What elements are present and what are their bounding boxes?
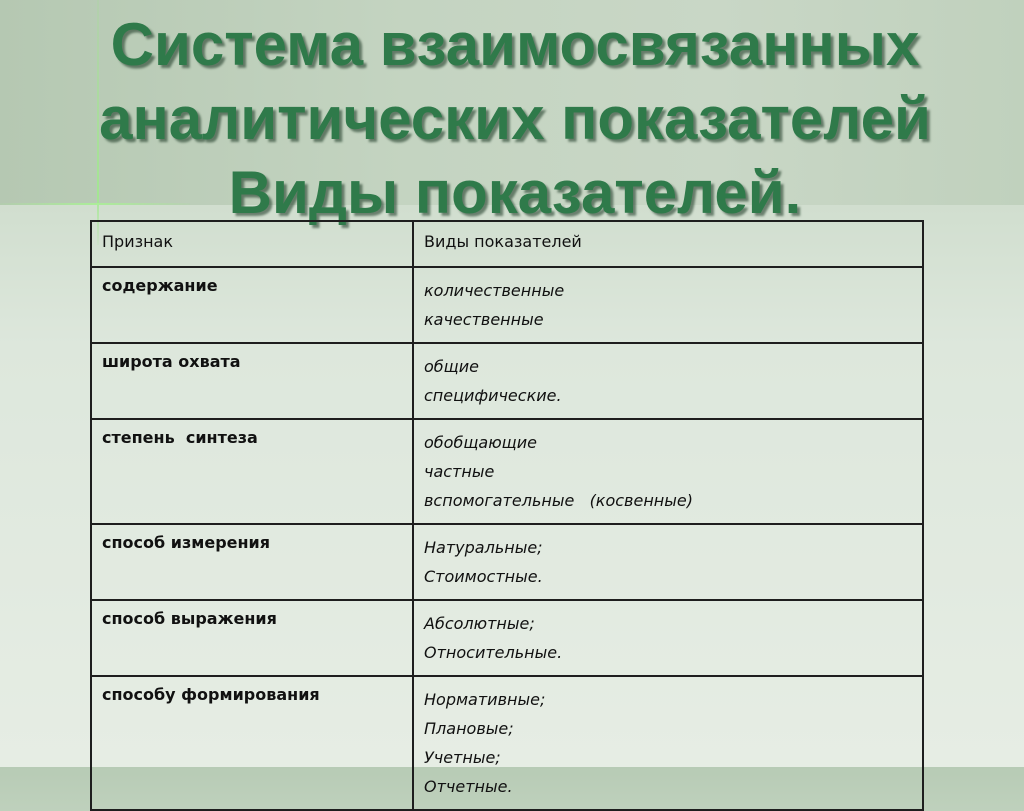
type-item: Натуральные; (424, 538, 543, 557)
table-row (91, 676, 923, 810)
table-row (91, 524, 923, 600)
type-item: Отчетные. (424, 777, 513, 796)
type-item: вспомогательные (косвенные) (424, 491, 693, 510)
title-line-1: Система взаимосвязанных (110, 11, 920, 78)
feature-cell: широта охвата (91, 343, 413, 419)
type-item: количественные (424, 281, 565, 300)
feature-cell: содержание (91, 267, 413, 343)
column-header-feature: Признак (91, 221, 413, 267)
types-cell (413, 600, 923, 676)
page-title (40, 8, 990, 230)
title-line-2: аналитических показателей (99, 85, 931, 152)
feature-cell: степень синтеза (91, 419, 413, 524)
types-cell (413, 676, 923, 810)
type-item: Абсолютные; (424, 614, 535, 633)
types-cell (413, 267, 923, 343)
type-item: специфические. (424, 386, 562, 405)
types-cell (413, 524, 923, 600)
table-row (91, 600, 923, 676)
title-line-3: Виды показателей. (228, 159, 802, 226)
type-item: Нормативные; (424, 690, 546, 709)
table-header-row (91, 221, 923, 267)
table-row (91, 419, 923, 524)
type-item: качественные (424, 310, 544, 329)
type-item: частные (424, 462, 495, 481)
feature-cell: способ выражения (91, 600, 413, 676)
feature-cell: способу формирования (91, 676, 413, 810)
type-item: общие (424, 357, 479, 376)
table-row (91, 343, 923, 419)
type-item: обобщающие (424, 433, 537, 452)
feature-cell: способ измерения (91, 524, 413, 600)
table-row (91, 267, 923, 343)
types-cell (413, 343, 923, 419)
type-item: Плановые; (424, 719, 514, 738)
indicators-table (90, 220, 924, 811)
type-item: Учетные; (424, 748, 501, 767)
type-item: Относительные. (424, 643, 563, 662)
type-item: Стоимостные. (424, 567, 543, 586)
column-header-types: Виды показателей (413, 221, 923, 267)
types-cell (413, 419, 923, 524)
